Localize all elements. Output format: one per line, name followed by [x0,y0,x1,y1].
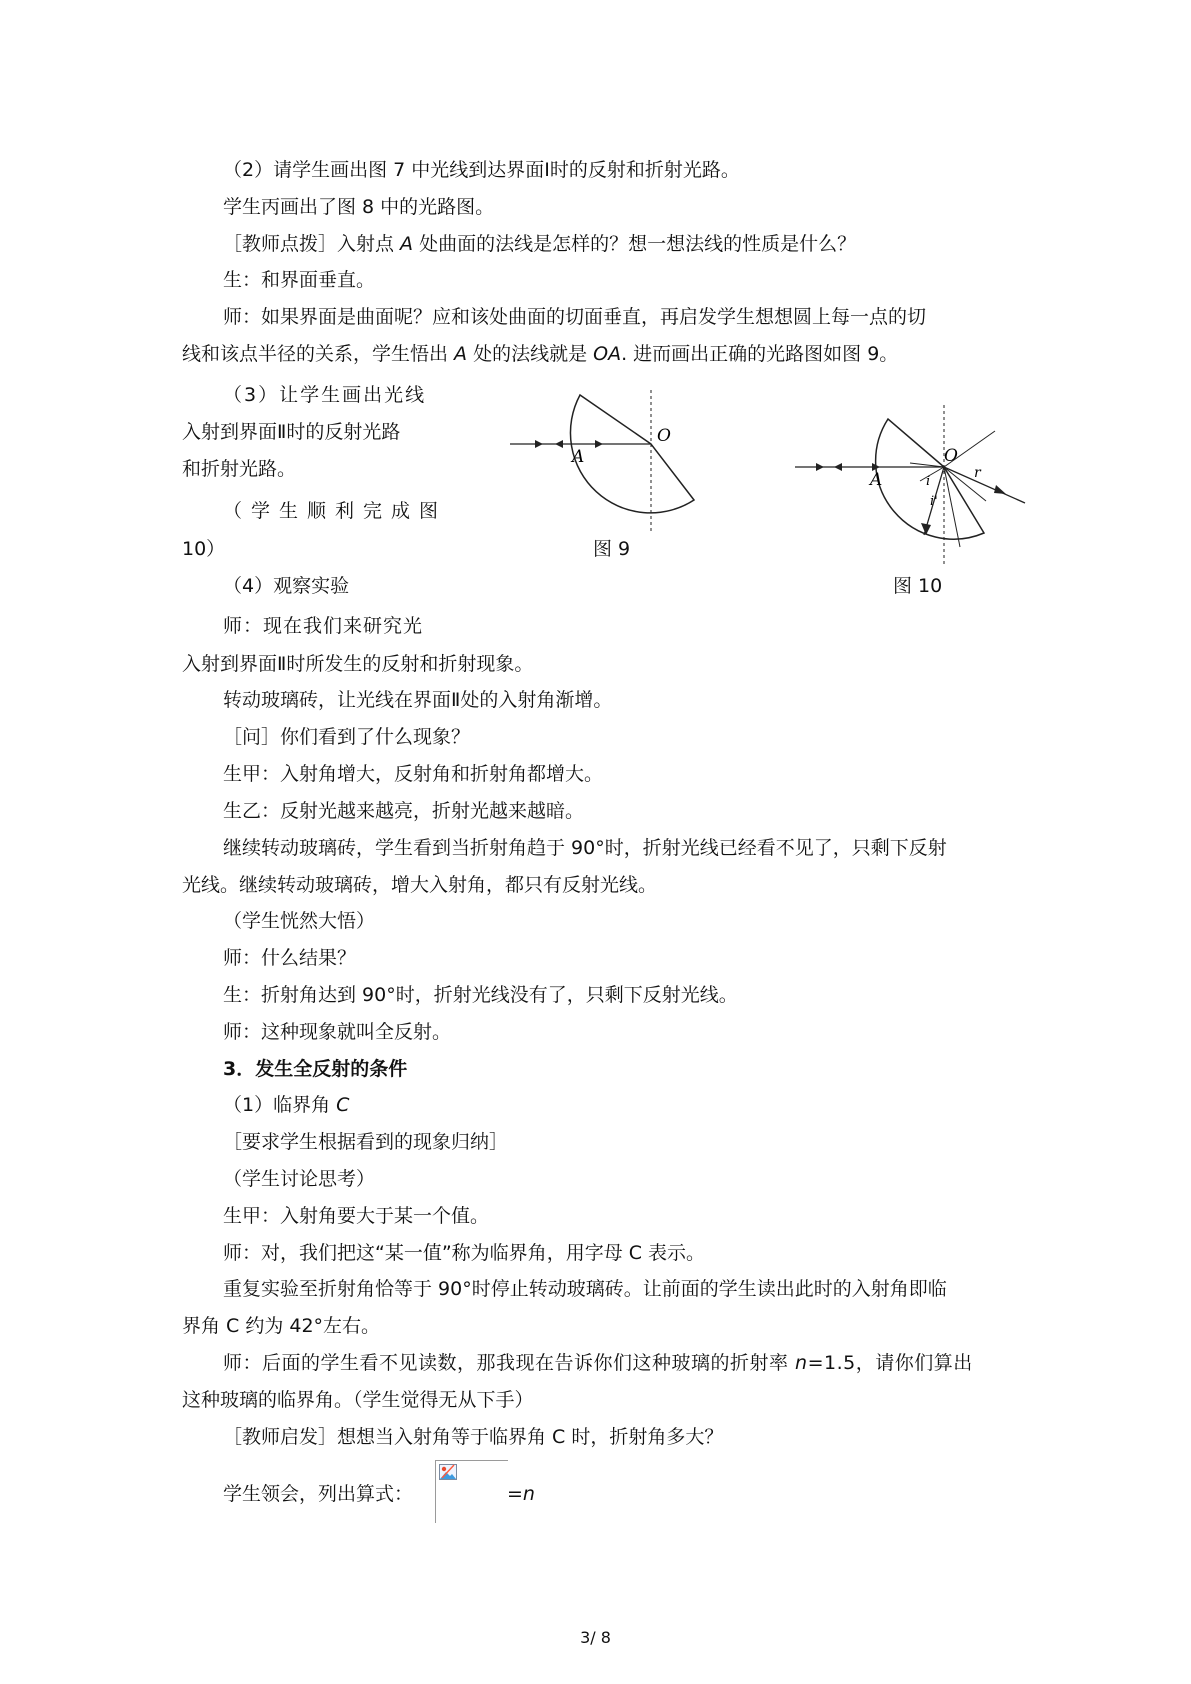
text-line: 和折射光路。 [182,458,297,480]
text-line: ［教师点拨］入射点 A 处曲面的法线是怎样的？想一想法线的性质是什么？ [223,233,857,255]
broken-image-icon [439,1464,457,1480]
text-line: 10） [182,538,226,560]
label-i-prime: i' [930,494,938,509]
text-line: 生：和界面垂直。 [223,269,376,291]
text-line: 师：这种现象就叫全反射。 [223,1021,452,1043]
section-heading: 3．发生全反射的条件 [223,1058,408,1080]
figure-10-diagram [790,405,1030,575]
text-line: 师：如果界面是曲面呢？应和该处曲面的切面垂直，再启发学生想想圆上每一点的切 [223,306,927,328]
label-O: O [944,446,958,466]
text-line: 线和该点半径的关系，学生悟出 A 处的法线就是 OA. 进而画出正确的光路图如图 9。 [182,343,899,365]
figure-10-caption: 图 10 [893,575,943,597]
text-line: 重复实验至折射角恰等于 90°时停止转动玻璃砖。让前面的学生读出此时的入射角即临 [223,1278,947,1300]
text-line: 入射到界面Ⅱ时所发生的反射和折射现象。 [182,653,534,675]
text-line: 生甲：入射角增大，反射角和折射角都增大。 [223,763,604,785]
text-line: （4）观察实验 [223,575,350,597]
text-line: （学生讨论思考） [223,1168,376,1190]
text-line: 生乙：反射光越来越亮，折射光越来越暗。 [223,800,585,822]
text-line: 学生丙画出了图 8 中的光路图。 [223,196,495,218]
formula-image [435,1460,508,1523]
label-A: A [572,447,585,467]
text-line: ［教师启发］想想当入射角等于临界角 C 时，折射角多大？ [223,1426,724,1448]
text-line: 光线。继续转动玻璃砖，增大入射角，都只有反射光线。 [182,874,658,896]
formula-rhs: =n [507,1483,535,1505]
text-line: （3）让学生画出光线 [223,384,427,406]
figure-9-caption: 图 9 [593,538,631,560]
label-r: r [974,465,981,481]
text-line: 学生领会，列出算式： [223,1483,414,1505]
text-line: 生甲：入射角要大于某一个值。 [223,1205,490,1227]
page-number: 3/ 8 [580,1628,611,1647]
label-O: O [657,426,671,446]
text-line: 生：折射角达到 90°时，折射光线没有了，只剩下反射光线。 [223,984,738,1006]
figure-9-diagram [485,388,745,538]
label-i: i [926,474,931,489]
text-line: （1）临界角 C [223,1094,350,1116]
text-line: ［问］你们看到了什么现象？ [223,726,471,748]
text-line: 师：现在我们来研究光 [223,615,424,637]
text-line: 师：对，我们把这“某一值”称为临界角，用字母 C 表示。 [223,1242,706,1264]
text-line: 师：什么结果？ [223,947,357,969]
text-line: 界角 C 约为 42°左右。 [182,1315,381,1337]
text-line: 入射到界面Ⅱ时的反射光路 [182,421,401,443]
text-line: ［要求学生根据看到的现象归纳］ [223,1131,509,1153]
text-line: （学生顺利完成图 [223,500,448,522]
text-line: （2）请学生画出图 7 中光线到达界面Ⅰ时的反射和折射光路。 [223,159,740,181]
text-line: 继续转动玻璃砖，学生看到当折射角趋于 90°时，折射光线已经看不见了，只剩下反射 [223,837,947,859]
text-line: （学生恍然大悟） [223,910,376,932]
label-A: A [870,470,883,490]
text-line: 转动玻璃砖，让光线在界面Ⅱ处的入射角渐增。 [223,689,613,711]
text-line: 这种玻璃的临界角。（学生觉得无从下手） [182,1389,534,1411]
text-line: 师：后面的学生看不见读数，那我现在告诉你们这种玻璃的折射率 n=1.5，请你们算出 [223,1352,973,1374]
